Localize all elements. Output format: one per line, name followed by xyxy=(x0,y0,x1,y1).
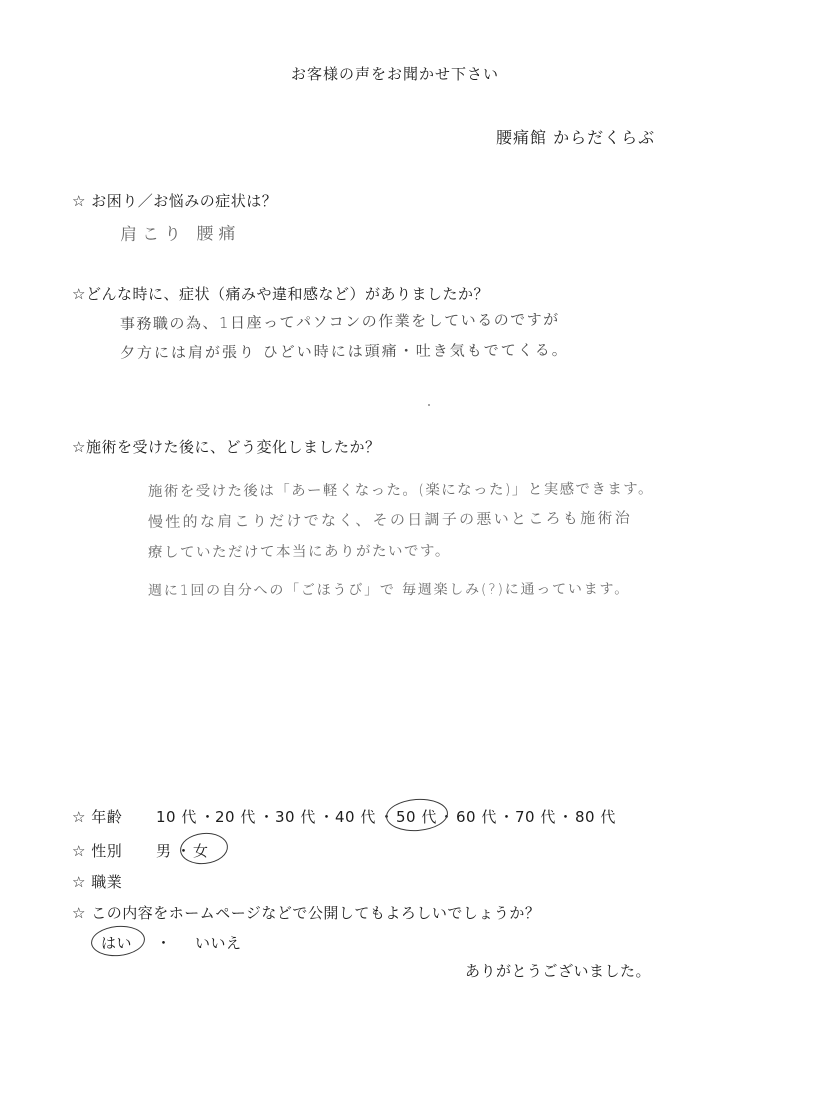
publish-option-yes: はい xyxy=(101,934,133,952)
age-separator: ・ xyxy=(379,808,395,826)
age-option-70s: 70 代 xyxy=(515,808,556,826)
question-publish: ☆ この内容をホームページなどで公開してもよろしいでしょうか？ xyxy=(72,904,541,922)
occupation-label: ☆ 職業 xyxy=(72,873,123,891)
age-separator: ・ xyxy=(439,808,455,826)
age-separator: ・ xyxy=(319,808,335,826)
answer-change-line: 施術を受けた後は「あー軽くなった。(楽になった)」と実感できます。 xyxy=(147,481,654,500)
gender-separator: ・ xyxy=(176,842,192,860)
answer-when-line: 事務職の為、1日座ってパソコンの作業をしているのですが xyxy=(119,310,560,333)
publish-selected-circle xyxy=(90,924,146,959)
answer-change-line: 慢性的な肩こりだけでなく、その日調子の悪いところも施術治 xyxy=(147,508,633,531)
gender-label: ☆ 性別 xyxy=(72,842,123,860)
gender-selected-circle xyxy=(179,831,230,867)
paper-speck xyxy=(428,404,430,406)
age-option-80s: 80 代 xyxy=(575,808,616,826)
age-option-20s: 20 代 xyxy=(215,808,256,826)
publish-separator: ・ xyxy=(156,934,172,952)
publish-option-no: いいえ xyxy=(195,934,242,952)
closing-message: ありがとうございました。 xyxy=(465,962,652,980)
age-separator: ・ xyxy=(499,808,515,826)
answer-change-line: 療していただけて本当にありがたいです。 xyxy=(147,543,451,561)
gender-option-female: 女 xyxy=(193,842,209,860)
age-option-60s: 60 代 xyxy=(456,808,497,826)
age-separator: ・ xyxy=(558,808,574,826)
age-label: ☆ 年齢 xyxy=(72,808,123,826)
shop-name: 腰痛館 からだくらぶ xyxy=(496,128,656,147)
age-option-50s: 50 代 xyxy=(396,808,437,826)
question-change: ☆施術を受けた後に、どう変化しましたか？ xyxy=(72,438,381,456)
form-title: お客様の声をお聞かせ下さい xyxy=(290,65,499,83)
question-when: ☆どんな時に、症状（痛みや違和感など）がありましたか？ xyxy=(72,285,489,303)
question-symptoms: ☆ お困り／お悩みの症状は？ xyxy=(72,192,278,210)
age-selected-circle xyxy=(385,797,449,833)
age-option-40s: 40 代 xyxy=(335,808,376,826)
answer-when-line: 夕方には肩が張り ひどい時には頭痛・吐き気もでてくる。 xyxy=(119,340,569,362)
age-option-30s: 30 代 xyxy=(275,808,316,826)
gender-option-male: 男 xyxy=(156,842,172,860)
age-separator: ・ xyxy=(200,808,216,826)
age-option-10s: 10 代 xyxy=(156,808,197,826)
answer-symptoms: 肩こり 腰痛 xyxy=(119,223,241,245)
answer-change-line: 週に1回の自分への「ごほうび」で 毎週楽しみ(?)に通っています。 xyxy=(147,581,631,599)
age-separator: ・ xyxy=(259,808,275,826)
